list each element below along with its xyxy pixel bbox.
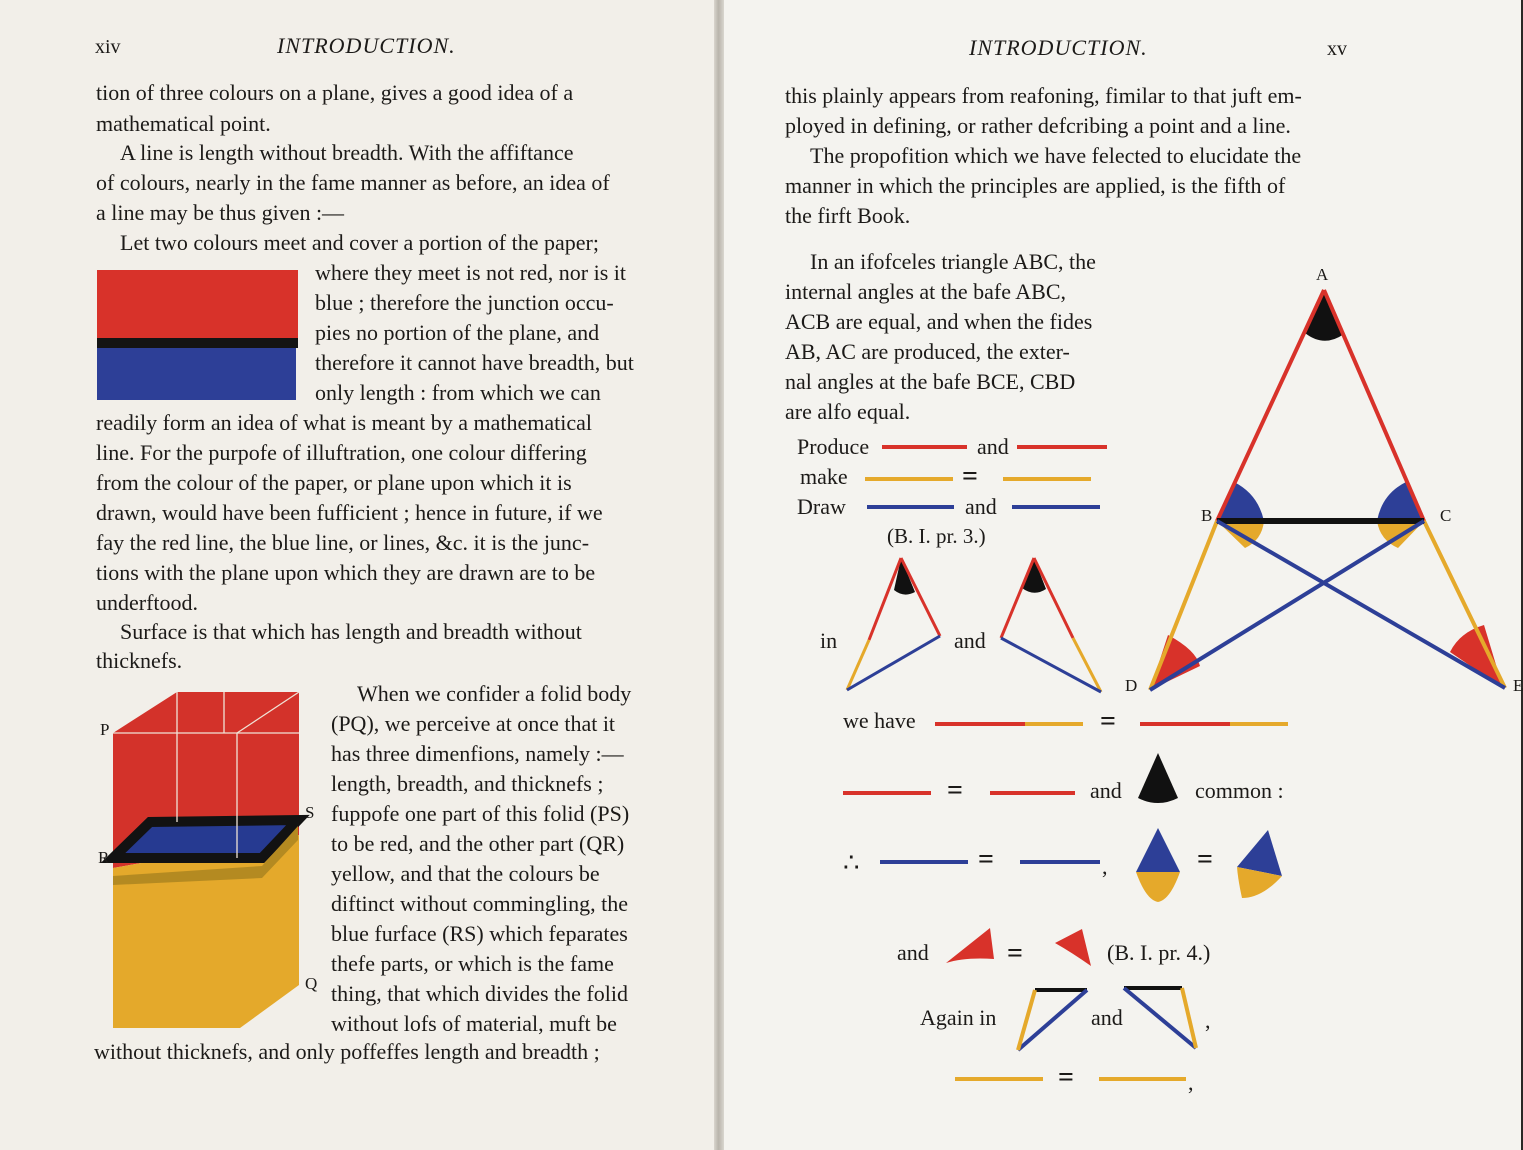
text-line: In an ifofceles triangle ABC, the — [810, 249, 1096, 274]
proof-and: and — [897, 940, 929, 965]
equals-sign: = — [1100, 706, 1116, 737]
text-line: AB, AC are produced, the exter- — [785, 339, 1070, 364]
page-number-left: xiv — [95, 36, 121, 58]
proof-and: and — [1091, 1005, 1123, 1030]
text-line: Surface is that which has length and breadth without — [120, 619, 582, 644]
isosceles-triangle-figure — [1150, 290, 1505, 690]
equals-sign: = — [962, 461, 978, 492]
text-line: line. For the purpofe of illuftration, one colour differing — [96, 440, 587, 465]
proof-in: in — [820, 628, 838, 653]
label-a: A — [1316, 265, 1329, 284]
blue-line — [880, 860, 968, 864]
text-line: only length : from which we can — [315, 380, 601, 405]
proof-and: and — [954, 628, 986, 653]
text-line: where they meet is not red, nor is it — [315, 260, 626, 285]
text-line: internal angles at the bafe ABC, — [785, 279, 1067, 304]
angle-pair-left — [1136, 828, 1180, 902]
equals-sign: = — [1007, 938, 1023, 969]
red-line — [935, 722, 1025, 726]
text-line: are alfo equal. — [785, 399, 911, 424]
label-b: B — [1201, 506, 1213, 525]
text-line: manner in which the principles are applied, is the fifth of — [785, 173, 1286, 198]
text-line: The propofition which we have felected to elucidate the — [810, 143, 1302, 168]
yellow-line — [1230, 722, 1288, 726]
angle-pair-right — [1237, 830, 1282, 898]
small-triangle-right — [1001, 558, 1101, 692]
text-line: yellow, and that the colours be — [331, 861, 600, 886]
proof-ref-pr4: (B. I. pr. 4.) — [1107, 940, 1211, 965]
yellow-line — [1099, 1077, 1186, 1081]
text-line: therefore it cannot have breadth, but — [315, 350, 634, 375]
text-line: A line is length without breadth. With the affiftance — [120, 140, 574, 165]
text-line: nal angles at the bafe BCE, CBD — [785, 369, 1076, 394]
text-line: pies no portion of the plane, and — [315, 320, 600, 345]
therefore-sign: ∴ — [843, 848, 860, 877]
text-line: ployed in defining, or rather defcribing a point and a line. — [785, 113, 1291, 138]
comma: , — [1205, 1008, 1211, 1033]
label-p: P — [100, 720, 110, 739]
text-line: length, breadth, and thicknefs ; — [331, 771, 604, 796]
text-line: has three dimenfions, namely :— — [331, 741, 624, 766]
equals-sign: = — [1058, 1062, 1074, 1093]
text-line: thefe parts, or which is the fame — [331, 951, 614, 976]
label-s: S — [305, 803, 315, 822]
blue-line — [1020, 860, 1100, 864]
yellow-line — [1025, 722, 1083, 726]
text-line: ACB are equal, and when the fides — [785, 309, 1093, 334]
proof-make: make — [800, 464, 848, 489]
proof-and: and — [977, 434, 1009, 459]
equals-sign: = — [978, 844, 994, 875]
proof-again-in: Again in — [920, 1005, 997, 1030]
text-line: tions with the plane upon which they are drawn are to be — [96, 560, 596, 585]
text-line: When we confider a folid body — [357, 681, 632, 706]
again-figure-right — [1124, 988, 1196, 1048]
proof-ref-pr3: (B. I. pr. 3.) — [887, 524, 986, 548]
text-line: without lofs of material, muft be — [331, 1011, 617, 1036]
comma: , — [1188, 1070, 1194, 1095]
text-line: mathematical point. — [96, 111, 271, 136]
text-line: a line may be thus given :— — [96, 200, 345, 225]
red-angle-right — [1055, 929, 1091, 966]
comma: , — [1102, 854, 1108, 879]
text-line: underftood. — [96, 590, 199, 615]
text-line: from the colour of the paper, or plane upon which it is — [96, 470, 572, 495]
text-line: tion of three colours on a plane, gives a good idea of a — [96, 80, 574, 105]
text-line: this plainly appears from reafoning, fimilar to that juft em- — [785, 83, 1302, 108]
text-line: of colours, nearly in the fame manner as before, an idea of — [96, 170, 610, 195]
red-line — [990, 791, 1075, 795]
text-line: thing, that which divides the folid — [331, 981, 628, 1006]
red-angle-left — [946, 928, 994, 963]
proof-produce: Produce — [797, 434, 870, 459]
equals-sign: = — [1197, 844, 1213, 875]
label-r: R — [98, 848, 110, 867]
equals-sign: = — [947, 775, 963, 806]
text-line: blue ; therefore the junction occu- — [315, 290, 614, 315]
text-line: drawn, would have been fufficient ; hence in future, if we — [96, 500, 603, 525]
label-e: E — [1513, 676, 1523, 695]
proof-and: and — [1090, 778, 1122, 803]
text-line: Let two colours meet and cover a portion of the paper; — [120, 230, 599, 255]
label-c: C — [1440, 506, 1452, 525]
proof-we-have: we have — [843, 708, 916, 733]
common-angle — [1138, 753, 1178, 803]
text-line: (PQ), we perceive at once that it — [331, 711, 616, 736]
angle-bce — [1450, 625, 1503, 688]
text-line: the firft Book. — [785, 203, 911, 228]
proof-and: and — [965, 494, 997, 519]
text-line: to be red, and the other part (QR) — [331, 831, 625, 856]
label-q: Q — [305, 974, 318, 993]
header-left: INTRODUCTION. — [277, 33, 456, 58]
again-figure-left — [1018, 990, 1087, 1050]
text-line: fuppofe one part of this folid (PS) — [331, 801, 630, 826]
header-right: INTRODUCTION. — [969, 35, 1148, 60]
text-line: without thicknefs, and only poffeffes length and breadth ; — [94, 1039, 600, 1064]
red-line — [843, 791, 931, 795]
proof-common: common : — [1195, 778, 1284, 803]
page-number-right: xv — [1327, 38, 1347, 60]
yellow-line — [955, 1077, 1043, 1081]
text-line: diftinct without commingling, the — [331, 891, 628, 916]
text-line: readily form an idea of what is meant by a mathematical — [96, 410, 593, 435]
red-line — [1140, 722, 1230, 726]
label-d: D — [1125, 676, 1138, 695]
text-line: thicknefs. — [96, 648, 183, 673]
proof-draw: Draw — [797, 494, 846, 519]
text-line: blue furface (RS) which feparates — [331, 921, 628, 946]
small-triangle-left — [847, 558, 940, 690]
text-line: fay the red line, the blue line, or lines, &c. it is the junc- — [96, 530, 590, 555]
